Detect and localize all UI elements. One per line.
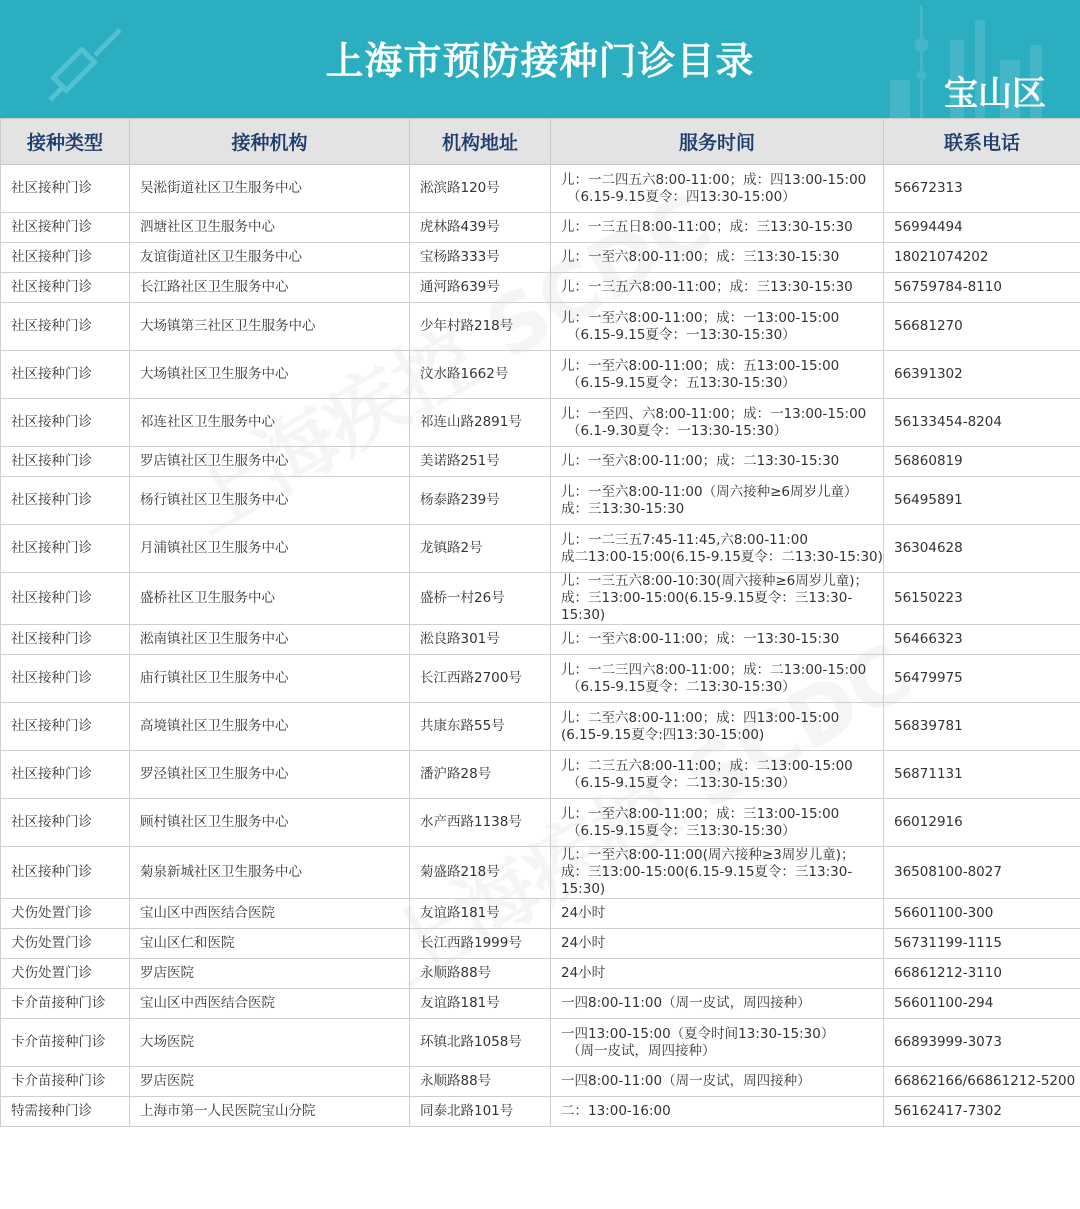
clinic-type: 社区接种门诊 [1, 351, 130, 399]
service-time-line: 24小时 [561, 965, 606, 981]
clinic-org: 淞南镇社区卫生服务中心 [130, 625, 410, 655]
service-time-line: 24小时 [561, 935, 606, 951]
clinic-type: 社区接种门诊 [1, 303, 130, 351]
clinic-type: 犬伤处置门诊 [1, 929, 130, 959]
clinic-table [0, 118, 1080, 1127]
table-row [1, 625, 1080, 655]
service-time [551, 847, 884, 899]
service-time-line: 儿：一二三五7:45-11:45,六8:00-11:00 [561, 531, 808, 548]
table-row [1, 703, 1080, 751]
service-time-line: （6.15-9.15夏令：一13:30-15:30） [567, 326, 796, 343]
service-time-line: 儿：一至六8:00-11:00；成：一13:30-15:30 [561, 631, 840, 647]
table-row [1, 165, 1080, 213]
clinic-phone: 66893999-3073 [884, 1019, 1080, 1067]
clinic-phone: 66862166/66861212-5200 [884, 1067, 1080, 1097]
table-row [1, 1019, 1080, 1067]
clinic-phone: 56759784-8110 [884, 273, 1080, 303]
clinic-phone: 66391302 [884, 351, 1080, 399]
clinic-phone: 56681270 [884, 303, 1080, 351]
table-row [1, 929, 1080, 959]
table-row [1, 303, 1080, 351]
clinic-address: 友谊路181号 [410, 899, 551, 929]
clinic-address: 共康东路55号 [410, 703, 551, 751]
clinic-type: 社区接种门诊 [1, 751, 130, 799]
clinic-address: 永顺路88号 [410, 959, 551, 989]
clinic-type: 社区接种门诊 [1, 243, 130, 273]
clinic-type: 卡介苗接种门诊 [1, 1067, 130, 1097]
service-time-line: 儿：一至六8:00-11:00；成：三13:30-15:30 [561, 249, 840, 265]
clinic-address: 少年村路218号 [410, 303, 551, 351]
clinic-type: 社区接种门诊 [1, 655, 130, 703]
service-time [551, 899, 884, 929]
service-time-line: 成：三13:00-15:00(6.15-9.15夏令：三13:30-15:30) [561, 864, 853, 897]
clinic-type: 社区接种门诊 [1, 525, 130, 573]
service-time [551, 399, 884, 447]
clinic-type: 社区接种门诊 [1, 477, 130, 525]
clinic-address: 长江西路2700号 [410, 655, 551, 703]
service-time-line: 一四8:00-11:00（周一皮试，周四接种） [561, 1073, 811, 1089]
clinic-phone: 56871131 [884, 751, 1080, 799]
table-header-row [1, 119, 1080, 165]
service-time [551, 929, 884, 959]
clinic-org: 盛桥社区卫生服务中心 [130, 573, 410, 625]
table-row [1, 799, 1080, 847]
clinic-org: 月浦镇社区卫生服务中心 [130, 525, 410, 573]
service-time-line: 二：13:00-16:00 [561, 1103, 671, 1119]
service-time-line: （周一皮试，周四接种） [567, 1042, 716, 1059]
clinic-address: 美诺路251号 [410, 447, 551, 477]
clinic-type: 社区接种门诊 [1, 447, 130, 477]
service-time-line: 儿：一至六8:00-11:00；成：一13:00-15:00 [561, 309, 840, 326]
service-time [551, 1067, 884, 1097]
table-row [1, 899, 1080, 929]
clinic-phone: 56731199-1115 [884, 929, 1080, 959]
table-row [1, 573, 1080, 625]
clinic-address: 淞良路301号 [410, 625, 551, 655]
clinic-type: 卡介苗接种门诊 [1, 989, 130, 1019]
clinic-type: 社区接种门诊 [1, 573, 130, 625]
service-time-line: 成：三13:30-15:30 [561, 500, 685, 517]
clinic-phone: 36508100-8027 [884, 847, 1080, 899]
clinic-address: 虎林路439号 [410, 213, 551, 243]
clinic-org: 高境镇社区卫生服务中心 [130, 703, 410, 751]
clinic-address: 潘沪路28号 [410, 751, 551, 799]
service-time [551, 989, 884, 1019]
clinic-address: 菊盛路218号 [410, 847, 551, 899]
service-time [551, 165, 884, 213]
clinic-org: 宝山区中西医结合医院 [130, 989, 410, 1019]
service-time [551, 303, 884, 351]
clinic-org: 大场医院 [130, 1019, 410, 1067]
column-header-address: 机构地址 [410, 119, 551, 165]
service-time [551, 1097, 884, 1127]
clinic-phone: 36304628 [884, 525, 1080, 573]
service-time-line: 儿：二三五六8:00-11:00；成：二13:00-15:00 [561, 757, 853, 774]
service-time [551, 477, 884, 525]
table-row [1, 655, 1080, 703]
clinic-phone: 56495891 [884, 477, 1080, 525]
page-title: 上海市预防接种门诊目录 [325, 39, 755, 83]
clinic-phone: 56150223 [884, 573, 1080, 625]
clinic-org: 大场镇第三社区卫生服务中心 [130, 303, 410, 351]
service-time-line: 儿：一三五六8:00-11:00；成：三13:30-15:30 [561, 279, 853, 295]
table-row [1, 447, 1080, 477]
service-time [551, 655, 884, 703]
clinic-org: 宝山区仁和医院 [130, 929, 410, 959]
service-time [551, 351, 884, 399]
column-header-org: 接种机构 [130, 119, 410, 165]
service-time-line: 一四13:00-15:00（夏令时间13:30-15:30） [561, 1025, 835, 1042]
clinic-address: 淞滨路120号 [410, 165, 551, 213]
clinic-type: 社区接种门诊 [1, 165, 130, 213]
clinic-type: 社区接种门诊 [1, 273, 130, 303]
clinic-address: 汶水路1662号 [410, 351, 551, 399]
clinic-org: 吴淞街道社区卫生服务中心 [130, 165, 410, 213]
table-row [1, 847, 1080, 899]
clinic-phone: 56601100-300 [884, 899, 1080, 929]
clinic-address: 盛桥一村26号 [410, 573, 551, 625]
service-time [551, 1019, 884, 1067]
clinic-org: 泗塘社区卫生服务中心 [130, 213, 410, 243]
clinic-address: 环镇北路1058号 [410, 1019, 551, 1067]
clinic-type: 社区接种门诊 [1, 625, 130, 655]
clinic-org: 罗店医院 [130, 959, 410, 989]
clinic-type: 卡介苗接种门诊 [1, 1019, 130, 1067]
table-row [1, 1097, 1080, 1127]
clinic-phone: 56162417-7302 [884, 1097, 1080, 1127]
clinic-org: 罗店镇社区卫生服务中心 [130, 447, 410, 477]
clinic-org: 大场镇社区卫生服务中心 [130, 351, 410, 399]
table-row [1, 273, 1080, 303]
service-time [551, 573, 884, 625]
service-time-line: 儿：一三五日8:00-11:00；成：三13:30-15:30 [561, 219, 853, 235]
clinic-org: 菊泉新城社区卫生服务中心 [130, 847, 410, 899]
service-time-line: 成二13:00-15:00(6.15-9.15夏令：二13:30-15:30) [561, 548, 883, 565]
service-time [551, 525, 884, 573]
service-time-line: 24小时 [561, 905, 606, 921]
column-header-type: 接种类型 [1, 119, 130, 165]
clinic-address: 祁连山路2891号 [410, 399, 551, 447]
service-time [551, 273, 884, 303]
clinic-org: 杨行镇社区卫生服务中心 [130, 477, 410, 525]
clinic-phone: 66861212-3110 [884, 959, 1080, 989]
service-time-line: （6.15-9.15夏令：三13:30-15:30） [567, 822, 796, 839]
clinic-type: 社区接种门诊 [1, 847, 130, 899]
table-row [1, 1067, 1080, 1097]
service-time-line: （6.15-9.15夏令：五13:30-15:30） [567, 374, 796, 391]
clinic-phone: 56133454-8204 [884, 399, 1080, 447]
clinic-org: 罗泾镇社区卫生服务中心 [130, 751, 410, 799]
service-time [551, 959, 884, 989]
service-time [551, 243, 884, 273]
service-time-line: 儿：一至四、六8:00-11:00；成：一13:00-15:00 [561, 405, 867, 422]
service-time [551, 703, 884, 751]
clinic-org: 顾村镇社区卫生服务中心 [130, 799, 410, 847]
service-time [551, 447, 884, 477]
service-time-line: （6.15-9.15夏令：四13:30-15:00） [567, 188, 796, 205]
table-row [1, 751, 1080, 799]
clinic-org: 上海市第一人民医院宝山分院 [130, 1097, 410, 1127]
service-time-line: 儿：一二三四六8:00-11:00；成：二13:00-15:00 [561, 661, 867, 678]
service-time-line: 儿：一至六8:00-11:00（周六接种≥6周岁儿童） [561, 483, 858, 500]
table-row [1, 525, 1080, 573]
clinic-address: 长江西路1999号 [410, 929, 551, 959]
clinic-org: 宝山区中西医结合医院 [130, 899, 410, 929]
service-time [551, 799, 884, 847]
clinic-phone: 56479975 [884, 655, 1080, 703]
clinic-org: 祁连社区卫生服务中心 [130, 399, 410, 447]
service-time-line: 儿：二至六8:00-11:00；成：四13:00-15:00 [561, 709, 840, 726]
table-row [1, 243, 1080, 273]
clinic-org: 庙行镇社区卫生服务中心 [130, 655, 410, 703]
clinic-org: 友谊街道社区卫生服务中心 [130, 243, 410, 273]
service-time-line: （6.1-9.30夏令：一13:30-15:30） [567, 422, 788, 439]
service-time-line: （6.15-9.15夏令：二13:30-15:30） [567, 678, 796, 695]
clinic-type: 特需接种门诊 [1, 1097, 130, 1127]
table-row [1, 959, 1080, 989]
clinic-address: 龙镇路2号 [410, 525, 551, 573]
clinic-type: 社区接种门诊 [1, 703, 130, 751]
column-header-time: 服务时间 [551, 119, 884, 165]
clinic-phone: 56601100-294 [884, 989, 1080, 1019]
table-row [1, 351, 1080, 399]
district-label: 宝山区 [944, 74, 1046, 114]
clinic-type: 社区接种门诊 [1, 799, 130, 847]
clinic-address: 宝杨路333号 [410, 243, 551, 273]
service-time-line: 儿：一至六8:00-11:00(周六接种≥3周岁儿童)； [561, 847, 855, 863]
service-time-line: 儿：一至六8:00-11:00；成：三13:00-15:00 [561, 805, 840, 822]
clinic-phone: 66012916 [884, 799, 1080, 847]
column-header-phone: 联系电话 [884, 119, 1080, 165]
clinic-phone: 56860819 [884, 447, 1080, 477]
service-time-line: 儿：一至六8:00-11:00；成：二13:30-15:30 [561, 453, 840, 469]
table-row [1, 477, 1080, 525]
clinic-type: 犬伤处置门诊 [1, 959, 130, 989]
service-time-line: 一四8:00-11:00（周一皮试，周四接种） [561, 995, 811, 1011]
clinic-type: 犬伤处置门诊 [1, 899, 130, 929]
clinic-address: 杨泰路239号 [410, 477, 551, 525]
clinic-address: 通河路639号 [410, 273, 551, 303]
service-time-line: 成：三13:00-15:00(6.15-9.15夏令：三13:30-15:30) [561, 590, 853, 623]
clinic-type: 社区接种门诊 [1, 399, 130, 447]
service-time-line: 儿：一至六8:00-11:00；成：五13:00-15:00 [561, 357, 840, 374]
service-time-line: (6.15-9.15夏令:四13:30-15:00) [561, 726, 765, 743]
header-banner [0, 0, 1080, 118]
service-time-line: （6.15-9.15夏令：二13:30-15:30） [567, 774, 796, 791]
service-time-line: 儿：一二四五六8:00-11:00；成：四13:00-15:00 [561, 171, 867, 188]
clinic-type: 社区接种门诊 [1, 213, 130, 243]
clinic-org: 长江路社区卫生服务中心 [130, 273, 410, 303]
table-row [1, 989, 1080, 1019]
service-time [551, 213, 884, 243]
service-time [551, 625, 884, 655]
clinic-org: 罗店医院 [130, 1067, 410, 1097]
table-row [1, 213, 1080, 243]
service-time [551, 751, 884, 799]
table-row [1, 399, 1080, 447]
clinic-phone: 56994494 [884, 213, 1080, 243]
service-time-line: 儿：一三五六8:00-10:30(周六接种≥6周岁儿童)； [561, 573, 869, 589]
clinic-phone: 56839781 [884, 703, 1080, 751]
clinic-phone: 56466323 [884, 625, 1080, 655]
clinic-address: 友谊路181号 [410, 989, 551, 1019]
clinic-address: 同泰北路101号 [410, 1097, 551, 1127]
clinic-phone: 56672313 [884, 165, 1080, 213]
clinic-phone: 18021074202 [884, 243, 1080, 273]
clinic-address: 永顺路88号 [410, 1067, 551, 1097]
clinic-address: 水产西路1138号 [410, 799, 551, 847]
